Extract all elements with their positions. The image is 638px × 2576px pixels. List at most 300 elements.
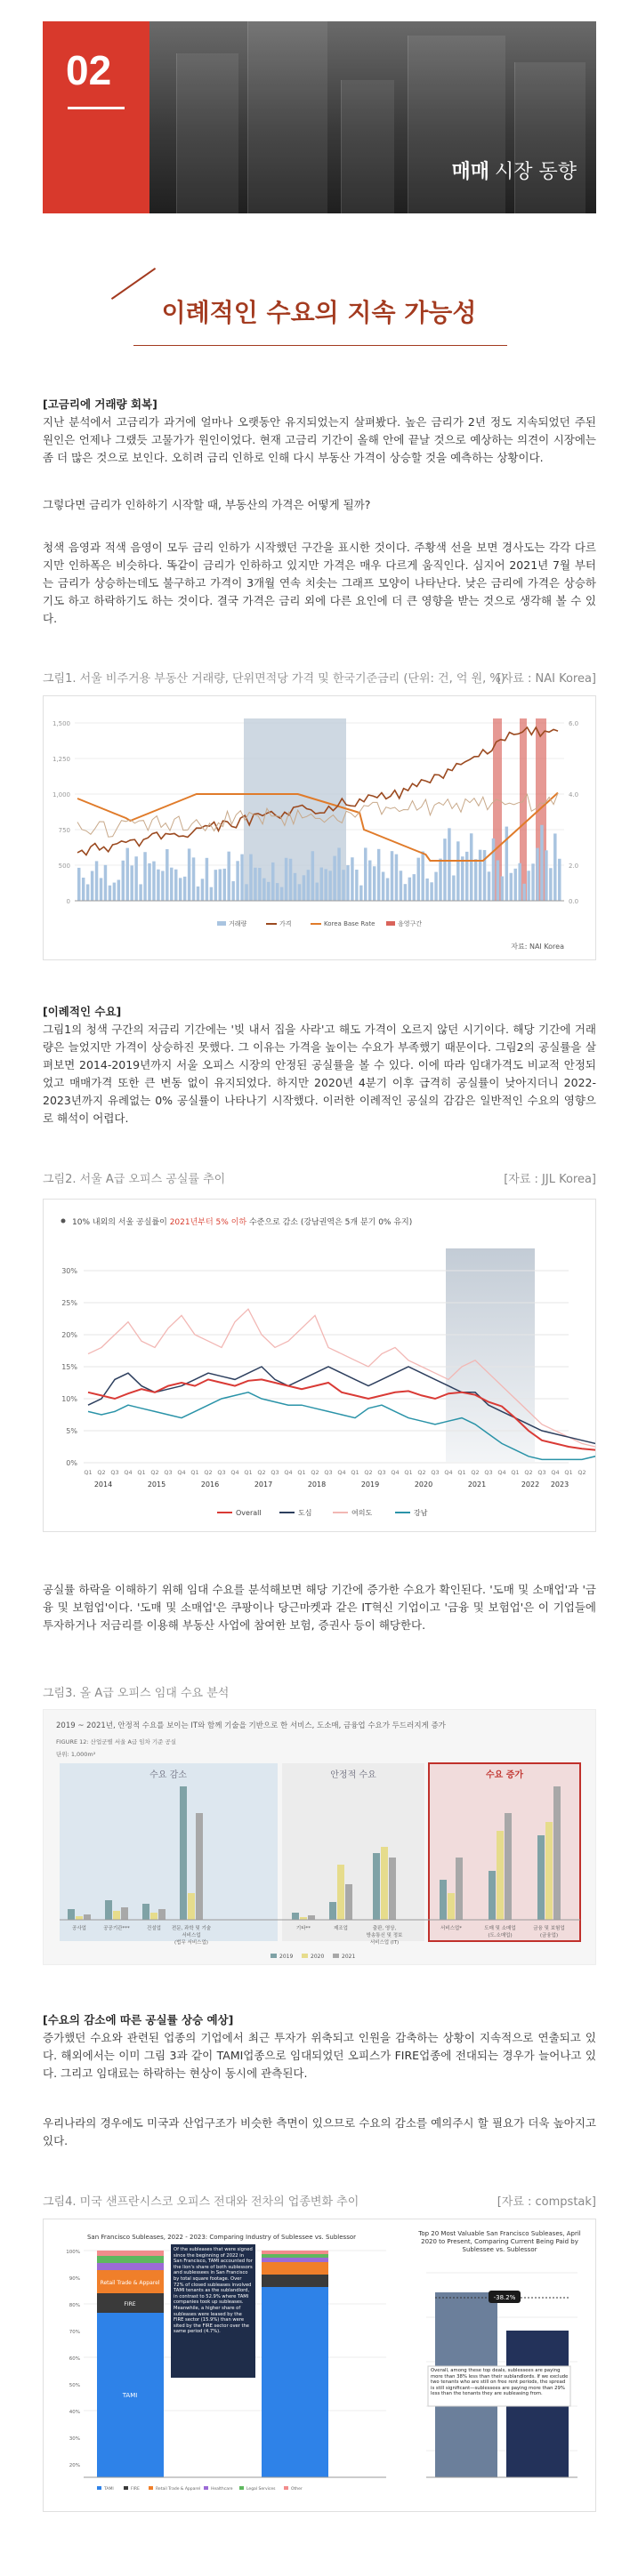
demand-bar xyxy=(113,1911,120,1920)
y-tick-label: 30% xyxy=(69,2436,80,2442)
x-year-label: 2019 xyxy=(360,1481,380,1489)
paragraph-body: 공실률 하락을 이해하기 위해 임대 수요를 분석해보면 해당 기간에 증가한 수요가 확인된다. '도매 및 소매업'과 '금융 및 보험업'이다. '도매 및 소매업'은 쿠팡이나 당근마켓과 같은 IT혁신 기업이고 '금융 및 보험업'은 이 기업들에 투자하거나 저금리를 이용해 부동산 사업에 참여한 보험, 증권사 등이 해당한다. xyxy=(43,1583,596,1632)
paragraph-heading: [이례적인 수요] xyxy=(43,1005,122,1018)
figure-1-legend xyxy=(217,919,422,927)
volume-bar xyxy=(95,861,98,901)
volume-bar xyxy=(456,841,459,901)
volume-bar xyxy=(470,833,472,901)
y-tick-label: 10% xyxy=(61,1395,77,1403)
volume-bar xyxy=(117,879,120,901)
volume-bar xyxy=(100,878,102,901)
y-tick-label: 50% xyxy=(69,2383,80,2388)
volume-bar xyxy=(197,887,199,901)
banner-divider xyxy=(68,107,125,109)
volume-bar xyxy=(364,847,367,901)
figure-source: [자료 : NAI Korea] xyxy=(497,672,596,686)
figure-4-left-legend xyxy=(97,2486,303,2492)
legend-label: FIRE xyxy=(131,2487,140,2492)
y-tick-label: 90% xyxy=(69,2276,80,2282)
legend-label: Korea Base Rate xyxy=(324,920,376,927)
x-quarter-label: Q2 xyxy=(577,1469,586,1476)
volume-bar xyxy=(134,856,137,901)
paragraph-4 xyxy=(43,1003,596,1128)
volume-bar xyxy=(514,869,517,901)
legend-label: 2020 xyxy=(311,1954,325,1960)
panel-decrease xyxy=(60,1763,278,1941)
y-tick-label: 15% xyxy=(61,1363,77,1371)
y2-tick-label: 4.0 xyxy=(569,791,579,798)
demand-bar xyxy=(373,1853,380,1920)
volume-bar xyxy=(430,882,432,901)
demand-bar xyxy=(68,1909,75,1920)
volume-bar xyxy=(553,833,556,901)
panel-title: 안정적 수요 xyxy=(330,1770,376,1780)
paragraph-body: 지난 분석에서 고금리가 과거에 얼마나 오랫동안 유지되었는지 살펴봤다. 높은 금리가 2년 정도 지속되었던 주된 원인은 언제나 그랬듯 고물가가 원인이었다. 현재 고금리 기간이 올해 안에 끝날 것으로 예상하는 의견이 시장에는 좀 더 많은 것으로 보인다. 오히려 금리 인하로 인해 다시 부동산 가격이 상승할 것을 예측하는 상황이다. xyxy=(43,415,596,464)
header-banner xyxy=(43,21,596,213)
volume-bar xyxy=(408,878,411,901)
x-quarter-label: Q2 xyxy=(471,1469,480,1476)
figure-1-svg xyxy=(44,696,595,959)
figure-4-chart xyxy=(43,2219,596,2512)
volume-bar xyxy=(368,861,371,901)
volume-bar xyxy=(351,857,353,901)
volume-bar xyxy=(443,839,446,901)
banner-title xyxy=(451,156,577,184)
volume-bar xyxy=(439,859,441,901)
demand-bar xyxy=(84,1914,91,1920)
volume-bar xyxy=(413,874,416,901)
segment-label: Retail Trade & Apparel xyxy=(100,2280,160,2286)
y-tick-label: 1,000 xyxy=(52,791,70,798)
volume-bar xyxy=(303,875,305,901)
volume-bar xyxy=(400,871,402,901)
volume-bar xyxy=(276,883,279,901)
banner-title-rest: 시장 동향 xyxy=(494,161,577,183)
volume-bar xyxy=(448,828,450,901)
x-year-label: 2018 xyxy=(307,1481,327,1489)
volume-bar xyxy=(166,849,168,901)
volume-bar xyxy=(86,884,89,901)
y-tick-label: 25% xyxy=(61,1299,77,1307)
demand-bar xyxy=(337,1865,344,1920)
x-quarter-label: Q3 xyxy=(164,1469,173,1476)
x-quarter-label: Q3 xyxy=(484,1469,493,1476)
category-label: 방송통신 및 정보 xyxy=(366,1933,403,1938)
paragraph-heading: [수요의 감소에 따른 공실률 상승 예상] xyxy=(43,2013,234,2026)
category-label: 서비스업 (IT) xyxy=(369,1940,400,1946)
volume-bar xyxy=(425,879,428,901)
figure-source: [자료 : compstak] xyxy=(497,2195,596,2209)
category-label: 기타** xyxy=(295,1926,311,1931)
panel-stable xyxy=(282,1763,424,1941)
volume-bar xyxy=(161,871,164,901)
right-note-text: Overall, among these top deals, sublessees are paying more than 38% less than their sublandlords. If we exclude two tenants who are still on free rent periods, the spread is still significant—sublessees are paying more than 29% less than the tenants they are subleasing from. xyxy=(431,2368,569,2397)
volume-bar xyxy=(240,855,243,901)
legend-label: 2019 xyxy=(279,1954,294,1960)
legend-label: 여의도 xyxy=(351,1509,373,1517)
figure-1-chart xyxy=(43,695,596,960)
category-label: (도.소매업) xyxy=(488,1933,513,1938)
demand-bar xyxy=(489,1871,496,1920)
figure-3-headline: 2019 ~ 2021년, 안정적 수요를 보이는 IT와 함께 기술을 기반으로 한 서비스, 도소매, 금융업 수요가 두드러지게 증가 xyxy=(56,1721,446,1730)
volume-bar xyxy=(536,848,538,901)
x-quarter-label: Q1 xyxy=(564,1469,573,1476)
volume-bar xyxy=(377,849,380,901)
demand-bar xyxy=(196,1813,203,1920)
volume-bar xyxy=(130,865,133,901)
legend-label: 음영구간 xyxy=(398,920,423,927)
volume-bar xyxy=(223,869,226,901)
volume-bar xyxy=(298,884,301,901)
x-quarter-label: Q1 xyxy=(297,1469,306,1476)
demand-bar xyxy=(150,1913,157,1920)
volume-bar xyxy=(245,884,247,901)
left-note-text: Of the subleases that were signed since the beginning of 2022 in San Francisco, TAMI accounted for the lion's share of both sublessors and sublessees in San Francisco by total square footage. Over 72% of closed subleases involved TAMI tenants as the sublandlord, in contrast to 52.9% where TAMI companies took up subleases. Meanwhile, a higher share of subleases were leased by the FIRE sector (15.9%) than were sited by the FIRE sector over the same period (4.7%). xyxy=(174,2247,253,2335)
volume-bar xyxy=(395,855,398,901)
volume-bar xyxy=(342,870,344,901)
paragraph-body: 증가했던 수요와 관련된 업종의 기업에서 최근 투자가 위축되고 인원을 감축하는 상황이 지속적으로 연출되고 있다. 해외에서는 이미 그림 3과 같이 TAMI업종으로 임대되었던 오피스가 FIRE업종에 전대되는 경우가 늘어나고 있다. 그리고 임대료는 하락하는 현상이 동시에 관측된다. xyxy=(43,2031,596,2080)
demand-bar xyxy=(456,1858,463,1920)
x-year-label: 2015 xyxy=(147,1481,166,1489)
volume-bar xyxy=(386,879,389,901)
volume-bar xyxy=(510,873,513,901)
category-label: 서비스업 xyxy=(182,1933,201,1938)
tami-segment xyxy=(262,2287,328,2477)
x-year-label: 2022 xyxy=(521,1481,540,1489)
volume-bar xyxy=(267,882,270,901)
paragraph-heading: [고금리에 거래량 회복] xyxy=(43,397,157,411)
demand-bar xyxy=(158,1909,166,1920)
x-quarter-label: Q4 xyxy=(444,1469,453,1476)
paragraph-body: 그렇다면 금리가 인하하기 시작할 때, 부동산의 가격은 어떻게 될까? xyxy=(43,498,371,511)
volume-bar xyxy=(474,859,477,901)
x-quarter-label: Q2 xyxy=(364,1469,373,1476)
figure-2-caption xyxy=(43,1169,596,1187)
y2-tick-label: 6.0 xyxy=(569,720,579,727)
figure-3-svg xyxy=(44,1710,595,1964)
figure-1-credit: 자료: NAI Korea xyxy=(511,943,564,951)
figure-3-unit: 단위: 1,000m² xyxy=(56,1751,96,1758)
volume-bar xyxy=(143,852,146,901)
legend-label: Legal Services xyxy=(246,2487,276,2492)
volume-bar xyxy=(488,871,490,901)
x-quarter-label: Q4 xyxy=(177,1469,186,1476)
volume-bar xyxy=(346,865,349,901)
volume-bar xyxy=(501,877,504,901)
paragraph-5 xyxy=(43,1581,596,1634)
y-tick-label: 30% xyxy=(61,1267,77,1275)
volume-bar xyxy=(188,848,190,901)
volume-bar xyxy=(231,881,234,901)
volume-bar xyxy=(174,870,177,901)
x-quarter-label: Q3 xyxy=(271,1469,279,1476)
demand-bar xyxy=(553,1786,561,1920)
x-quarter-label: Q4 xyxy=(337,1469,346,1476)
x-quarter-label: Q3 xyxy=(110,1469,119,1476)
category-label: 공사업 xyxy=(72,1926,86,1931)
volume-bar xyxy=(179,878,182,901)
volume-bar xyxy=(324,869,327,901)
figure-2-svg xyxy=(44,1200,595,1531)
paragraph-3 xyxy=(43,539,596,628)
x-year-label: 2020 xyxy=(414,1481,433,1489)
demand-bar xyxy=(292,1913,299,1920)
figure-2-note: 10% 내외의 서울 공실률이 2021년부터 5% 이하 수준으로 감소 (강남권역은 5개 분기 0% 유지) xyxy=(72,1218,413,1227)
y-tick-label: 100% xyxy=(66,2250,80,2255)
figure-source: [자료 : JJL Korea] xyxy=(504,1173,596,1186)
demand-bar xyxy=(440,1880,447,1920)
x-quarter-label: Q3 xyxy=(537,1469,546,1476)
volume-bar xyxy=(417,858,420,901)
x-quarter-label: Q1 xyxy=(137,1469,146,1476)
legend-label: Healthcare xyxy=(211,2487,233,2492)
volume-bar xyxy=(479,850,481,901)
volume-bar xyxy=(219,869,222,901)
y-tick-label: 70% xyxy=(69,2330,80,2335)
banner-title-bold: 매매 xyxy=(451,161,489,183)
panel-title: 수요 증가 xyxy=(485,1770,524,1780)
figure-caption-text: 그림3. 올 A급 오피스 임대 수요 분석 xyxy=(43,1687,230,1700)
figure-caption-text: 그림1. 서울 비주거용 부동산 거래량, 단위면적당 가격 및 한국기준금리 (단위: 건, 억 원, %) xyxy=(43,672,505,686)
figure-3-caption xyxy=(43,1683,596,1701)
demand-bar xyxy=(142,1904,149,1920)
volume-bar xyxy=(170,868,173,901)
volume-bar xyxy=(206,858,208,901)
volume-bar xyxy=(492,839,495,901)
volume-bar xyxy=(522,884,525,901)
figure-1-caption xyxy=(43,669,596,686)
legend-label: 강남 xyxy=(414,1509,428,1517)
paragraph-body: 우리나라의 경우에도 미국과 산업구조가 비슷한 측면이 있으므로 수요의 감소를 예의주시 할 필요가 더욱 높아지고 있다. xyxy=(43,2116,596,2147)
legend-label: 도심 xyxy=(298,1509,312,1517)
volume-bar xyxy=(355,870,358,901)
x-quarter-label: Q3 xyxy=(377,1469,386,1476)
category-label: 제조업 xyxy=(334,1926,348,1931)
volume-bar xyxy=(359,886,362,901)
category-label: 출판, 영상, xyxy=(372,1926,397,1931)
volume-bar xyxy=(497,860,499,901)
section-number: 02 xyxy=(66,47,112,93)
y-tick-label: 20% xyxy=(61,1331,77,1339)
volume-bar xyxy=(214,870,217,901)
volume-bar xyxy=(540,825,543,901)
category-label: 금융 및 보험업 xyxy=(533,1926,565,1931)
demand-bar xyxy=(308,1915,315,1920)
volume-bar xyxy=(122,861,125,901)
volume-bar xyxy=(549,868,552,901)
paragraph-body: 그림1의 청색 구간의 저금리 기간에는 '빚 내서 집을 사라'고 해도 가격이 오르지 않던 시기이다. 해당 기간에 거래량은 늘었지만 가격이 상승하진 못했다. 그 이유는 가격을 높이는 수요가 부족했기 때문이다. 그림2의 공실률을 살펴보면 2014-2019년까지 서울 오피스 시장의 안정된 공실률을 볼 수 있다. 이에 따라 임대가격도 비교적 안정되었고 매매가격 또한 큰 변동 없이 유지되었다. 하지만 2020년 4분기 이후 급격히 공실률이 낮아지더니 2022-2023년까지 유례없는 0% 공실률이 나타나기 시작했다. 이러한 이례적인 공실의 감감은 일반적인 수요의 영향으로 해석이 어렵다. xyxy=(43,1023,596,1125)
category-label: 서비스업* xyxy=(440,1926,463,1931)
volume-bar xyxy=(254,868,256,901)
figure-4-left-y-ticks xyxy=(66,2250,80,2468)
demand-bar xyxy=(188,1893,195,1920)
volume-bar xyxy=(558,859,561,901)
volume-bar xyxy=(333,856,335,901)
x-quarter-label: Q3 xyxy=(217,1469,226,1476)
figure-caption-text: 그림2. 서울 A급 오피스 공실률 추이 xyxy=(43,1173,226,1186)
y-tick-label: 1,500 xyxy=(52,720,70,727)
segment-label: TAMI xyxy=(122,2392,138,2399)
x-quarter-label: Q2 xyxy=(150,1469,159,1476)
y-tick-label: 5% xyxy=(66,1427,77,1435)
y-tick-label: 0 xyxy=(66,898,70,905)
volume-bar xyxy=(434,872,437,901)
x-quarter-label: Q1 xyxy=(404,1469,413,1476)
x-quarter-label: Q4 xyxy=(497,1469,506,1476)
volume-bar xyxy=(104,865,107,901)
x-quarter-label: Q4 xyxy=(391,1469,400,1476)
paragraph-7 xyxy=(43,2115,596,2150)
figure-2-legend xyxy=(217,1508,428,1517)
volume-bar xyxy=(249,855,252,901)
demand-bar xyxy=(497,1831,504,1920)
figure-3-chart xyxy=(43,1709,596,1965)
y-tick-label: 500 xyxy=(58,863,70,870)
demand-bar xyxy=(389,1858,396,1920)
section-title: 이례적인 수요의 지속 가능성 xyxy=(161,298,477,327)
shaded-period-2021 xyxy=(446,1248,535,1462)
volume-bar xyxy=(461,856,464,901)
volume-bar xyxy=(316,883,319,901)
demand-bar xyxy=(545,1822,553,1920)
volume-bar xyxy=(258,868,261,901)
y-tick-label: 80% xyxy=(69,2303,80,2308)
paragraph-1 xyxy=(43,396,596,467)
volume-bar xyxy=(294,873,296,901)
legend-label: 가격 xyxy=(279,920,292,927)
volume-bar xyxy=(518,863,521,901)
legend-label: Other xyxy=(291,2487,303,2492)
y2-tick-label: 0.0 xyxy=(569,898,579,905)
volume-bar xyxy=(91,871,93,901)
volume-bar xyxy=(236,861,238,901)
paragraph-body: 청색 음영과 적색 음영이 모두 금리 인하가 시작했던 구간을 표시한 것이다. 주황색 선을 보면 경사도는 각각 다르지만 인하폭은 비슷하다. 똑같이 금리가 인하하고 있지만 가격은 매우 다르게 움직인다. 심지어 2021년 7월 부터는 금리가 상승하는데도 불구하고 가격이 3개월 연속 치솟는 그래프 모양이 나타난다. 낮은 금리에 가격은 상승하기도 하고 하락하기도 하는 것이다. 결국 가격은 금리 외에 다른 요인에 더 큰 영향을 받는 것으로 생각해 볼 수 있다. xyxy=(43,541,596,625)
x-quarter-label: Q1 xyxy=(244,1469,253,1476)
figure-caption-text: 그림4. 미국 샌프란시스코 오피스 전대와 전차의 업종변화 추이 xyxy=(43,2195,359,2209)
x-quarter-label: Q2 xyxy=(257,1469,266,1476)
figure-4-left-title: San Francisco Subleases, 2022 - 2023: Comparing Industry of Sublessee vs. Sublessor xyxy=(86,2234,357,2241)
legend-label: Overall xyxy=(236,1509,262,1517)
volume-bar xyxy=(271,863,274,901)
x-quarter-label: Q1 xyxy=(84,1469,93,1476)
volume-bar xyxy=(382,871,384,901)
paragraph-6 xyxy=(43,2011,596,2082)
y-tick-label: 40% xyxy=(69,2410,80,2415)
volume-bar xyxy=(148,863,150,901)
banner-building-photo xyxy=(149,21,596,213)
volume-bar xyxy=(307,870,310,901)
y-tick-label: 750 xyxy=(58,827,70,834)
figure-2-chart xyxy=(43,1199,596,1532)
volume-bar xyxy=(113,883,116,901)
demand-bar xyxy=(121,1907,128,1920)
x-quarter-label: Q1 xyxy=(457,1469,466,1476)
volume-bar xyxy=(337,847,340,901)
title-underline xyxy=(133,345,507,346)
volume-bar xyxy=(320,868,323,901)
demand-bar xyxy=(76,1916,83,1920)
volume-bar xyxy=(183,877,186,901)
figure-4-right-title: Top 20 Most Valuable San Francisco Subleases, April 2020 to Present, Comparing Current Being Paid by Sublessee vs. Sublessor xyxy=(418,2230,581,2253)
y2-tick-label: 2.0 xyxy=(569,863,579,870)
paragraph-2 xyxy=(43,496,596,514)
y-tick-label: 60% xyxy=(69,2356,80,2362)
volume-bar xyxy=(201,879,204,901)
volume-bar xyxy=(139,884,141,901)
volume-bar xyxy=(77,868,80,901)
demand-bar xyxy=(345,1884,352,1920)
volume-bar xyxy=(373,866,376,901)
volume-bar xyxy=(285,858,287,901)
demand-bar xyxy=(505,1813,512,1920)
x-quarter-label: Q1 xyxy=(351,1469,359,1476)
category-label: 공공기관*** xyxy=(103,1926,130,1931)
x-quarter-label: Q2 xyxy=(417,1469,426,1476)
volume-bar xyxy=(391,851,393,901)
volume-bar xyxy=(192,857,195,901)
legend-label: 거래량 xyxy=(229,920,247,927)
figure-4-svg xyxy=(44,2219,595,2511)
figure-2-year-labels xyxy=(94,1481,569,1489)
volume-bar xyxy=(328,871,331,901)
demand-bar xyxy=(537,1835,545,1920)
x-year-label: 2023 xyxy=(550,1481,569,1489)
category-label: (법무 서비스업) xyxy=(174,1940,208,1946)
x-quarter-label: Q2 xyxy=(204,1469,213,1476)
volume-bar xyxy=(280,887,283,901)
volume-bar xyxy=(262,879,265,901)
legend-label: 2021 xyxy=(342,1954,356,1960)
demand-bar xyxy=(329,1902,336,1920)
x-quarter-label: Q2 xyxy=(524,1469,533,1476)
x-quarter-label: Q4 xyxy=(551,1469,560,1476)
demand-bar xyxy=(180,1786,187,1920)
y-tick-label: 20% xyxy=(69,2463,80,2468)
category-label: 건설업 xyxy=(147,1926,161,1931)
volume-bar xyxy=(227,852,230,901)
volume-bar xyxy=(82,878,85,901)
x-year-label: 2014 xyxy=(93,1481,113,1489)
x-quarter-label: Q4 xyxy=(284,1469,293,1476)
category-label: 도매 및 소매업 xyxy=(484,1926,516,1931)
volume-bar xyxy=(421,851,424,901)
x-year-label: 2017 xyxy=(254,1481,273,1489)
x-quarter-label: Q2 xyxy=(311,1469,319,1476)
y-tick-label: 1,250 xyxy=(52,756,70,763)
panel-title: 수요 감소 xyxy=(149,1770,187,1780)
volume-bar xyxy=(210,887,213,901)
x-quarter-label: Q3 xyxy=(324,1469,333,1476)
x-year-label: 2016 xyxy=(200,1481,220,1489)
legend-label: TAMI xyxy=(104,2487,114,2492)
x-year-label: 2021 xyxy=(467,1481,487,1489)
x-quarter-label: Q4 xyxy=(124,1469,133,1476)
x-quarter-label: Q2 xyxy=(97,1469,106,1476)
volume-bar xyxy=(545,850,547,901)
x-quarter-label: Q3 xyxy=(431,1469,440,1476)
volume-bar xyxy=(311,851,314,901)
volume-bar xyxy=(465,852,468,901)
category-label: (금융업) xyxy=(539,1933,559,1938)
volume-bar xyxy=(289,859,292,901)
demand-bar xyxy=(105,1900,112,1920)
figure-3-label: FIGURE 12: 산업군별 서울 A급 임차 기준 공실 xyxy=(56,1738,177,1745)
volume-bar xyxy=(452,876,455,901)
x-quarter-label: Q4 xyxy=(230,1469,239,1476)
figure-3-legend xyxy=(271,1954,355,1960)
volume-bar xyxy=(126,848,129,901)
segment-label: FIRE xyxy=(124,2301,136,2307)
